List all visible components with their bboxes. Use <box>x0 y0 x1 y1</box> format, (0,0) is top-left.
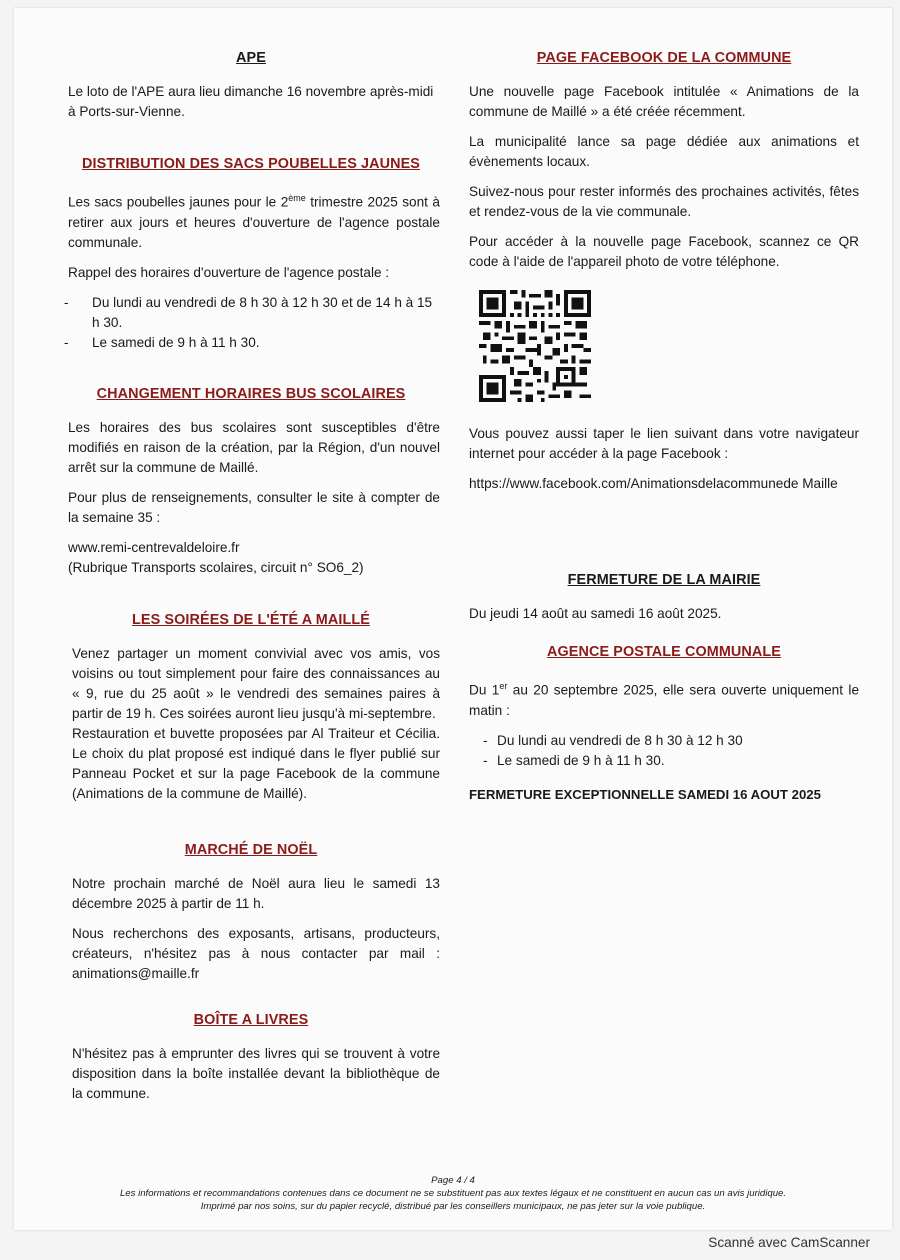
section-agence <box>469 642 859 815</box>
page-number: Page 4 / 4 <box>431 1175 475 1186</box>
list-item: - Du lundi au vendredi de 8 h 30 à 12 h 30 et de 14 h à 15 h 30. <box>62 293 440 333</box>
facebook-p5: Vous pouvez aussi taper le lien suivant dans votre navigateur internet pour accéder à la page Facebook : <box>469 426 859 461</box>
facebook-p2: La municipalité lance sa page dédiée aux animations et évènements locaux. <box>469 134 859 169</box>
qr-code-icon[interactable] <box>479 290 591 402</box>
footer-printed: Imprimé par nos soins, sur du papier recyclé, distribué par les conseillers municipaux, ne pas jeter sur la voie publique. <box>200 1201 706 1212</box>
bus-site-url: www.remi-centrevaldeloire.fr <box>68 540 240 555</box>
soirees-text: Venez partager un moment convivial avec vos amis, vos voisins ou tout simplement pour faire des connaissances au « 9, rue du 25 août » le vendredi des semaines paires à partir de 19 h. Ces soirées auront lieu jusqu'à mi-septembre. <box>72 646 440 721</box>
sacs-rappel: Rappel des horaires d'ouverture de l'agence postale : <box>68 264 390 280</box>
boite-text: N'hésitez pas à emprunter des livres qui se trouvent à votre disposition dans la boîte installée devant la bibliothèque de la commune. <box>72 1046 440 1101</box>
agence-hours-list <box>469 731 859 771</box>
section-facebook <box>469 48 859 504</box>
section-bus <box>62 384 440 588</box>
bus-site <box>62 538 440 578</box>
section-title-boite: BOÎTE A LIVRES <box>193 1012 309 1028</box>
agence-text-a: Du 1 <box>469 682 500 698</box>
section-boite <box>62 1010 440 1114</box>
list-item: - Du lundi au vendredi de 8 h 30 à 12 h 30 <box>481 731 859 751</box>
section-ape <box>62 48 440 132</box>
mairie-text: Du jeudi 14 août au samedi 16 août 2025. <box>469 606 722 621</box>
section-title-soirees: LES SOIRÉES DE L'ÉTÉ A MAILLÉ <box>132 612 370 628</box>
section-title-bus: CHANGEMENT HORAIRES BUS SCOLAIRES <box>96 386 406 402</box>
section-mairie <box>469 570 859 634</box>
agence-fermeture: FERMETURE EXCEPTIONNELLE SAMEDI 16 AOUT 2025 <box>469 786 821 802</box>
document-page <box>14 8 892 1230</box>
section-sacs <box>62 154 440 363</box>
list-item: - Le samedi de 9 h à 11 h 30. <box>481 751 859 771</box>
section-title-agence: AGENCE POSTALE COMMUNALE <box>547 644 781 660</box>
sacs-hours-list <box>62 293 440 353</box>
sacs-text-b: trimestre 2025 sont à retirer aux jours et heures d'ouverture de l'agence postale communale. <box>68 194 440 250</box>
bus-text2: Pour plus de renseignements, consulter le site à compter de la semaine 35 : <box>68 490 440 525</box>
section-noel <box>62 840 440 994</box>
agence-text-sup: er <box>499 681 508 691</box>
bus-rubrique: (Rubrique Transports scolaires, circuit n° SO6_2) <box>68 560 364 575</box>
facebook-p4: Pour accéder à la nouvelle page Facebook, scannez ce QR code à l'aide de l'appareil photo de votre téléphone. <box>469 234 859 269</box>
sacs-text-sup: ème <box>288 193 306 203</box>
noel-text2: Nous recherchons des exposants, artisans, producteurs, créateurs, n'hésitez pas à nous contacter par mail : animations@maille.fr <box>72 926 440 981</box>
bus-text: Les horaires des bus scolaires sont susceptibles d'être modifiés en raison de la création, par la Région, d'un nouvel arrêt sur la commune de Maillé. <box>68 420 440 475</box>
facebook-p3: Suivez-nous pour rester informés des prochaines activités, fêtes et rendez-vous de la vie communale. <box>469 184 859 219</box>
noel-text: Notre prochain marché de Noël aura lieu le samedi 13 décembre 2025 à partir de 11 h. <box>72 876 440 911</box>
ape-text: Le loto de l'APE aura lieu dimanche 16 novembre après-midi à Ports-sur-Vienne. <box>68 84 434 119</box>
facebook-p1: Une nouvelle page Facebook intitulée « Animations de la commune de Maillé » a été créée récemment. <box>469 84 859 119</box>
list-item: - Le samedi de 9 h à 11 h 30. <box>62 333 440 353</box>
page-footer <box>14 1174 892 1213</box>
section-title-mairie: FERMETURE DE LA MAIRIE <box>567 572 761 588</box>
sacs-text-a: Les sacs poubelles jaunes pour le 2 <box>68 194 289 210</box>
section-title-facebook: PAGE FACEBOOK DE LA COMMUNE <box>536 50 792 66</box>
section-soirees <box>62 610 440 814</box>
section-title-ape: APE <box>236 50 266 66</box>
agence-text <box>469 676 859 721</box>
section-title-noel: MARCHÉ DE NOËL <box>184 842 318 858</box>
section-title-sacs: DISTRIBUTION DES SACS POUBELLES JAUNES <box>81 156 421 172</box>
footer-disclaimer: Les informations et recommandations contenues dans ce document ne se substituent pas aux textes légaux et ne constituent en aucun cas un avis juridique. <box>119 1188 787 1199</box>
facebook-link[interactable]: https://www.facebook.com/Animationsdelacommunede Maille <box>469 476 838 491</box>
soirees-text2: Restauration et buvette proposées par Al Traiteur et Cécilia. Le choix du plat proposé est indiqué dans le flyer publié sur Panneau Pocket et sur la page Facebook de la commune (Animations de la commune de Maillé). <box>72 726 440 801</box>
sacs-text <box>62 188 440 253</box>
scanner-watermark: Scanné avec CamScanner <box>708 1235 870 1250</box>
agence-text-b: au 20 septembre 2025, elle sera ouverte uniquement le matin : <box>469 682 859 718</box>
